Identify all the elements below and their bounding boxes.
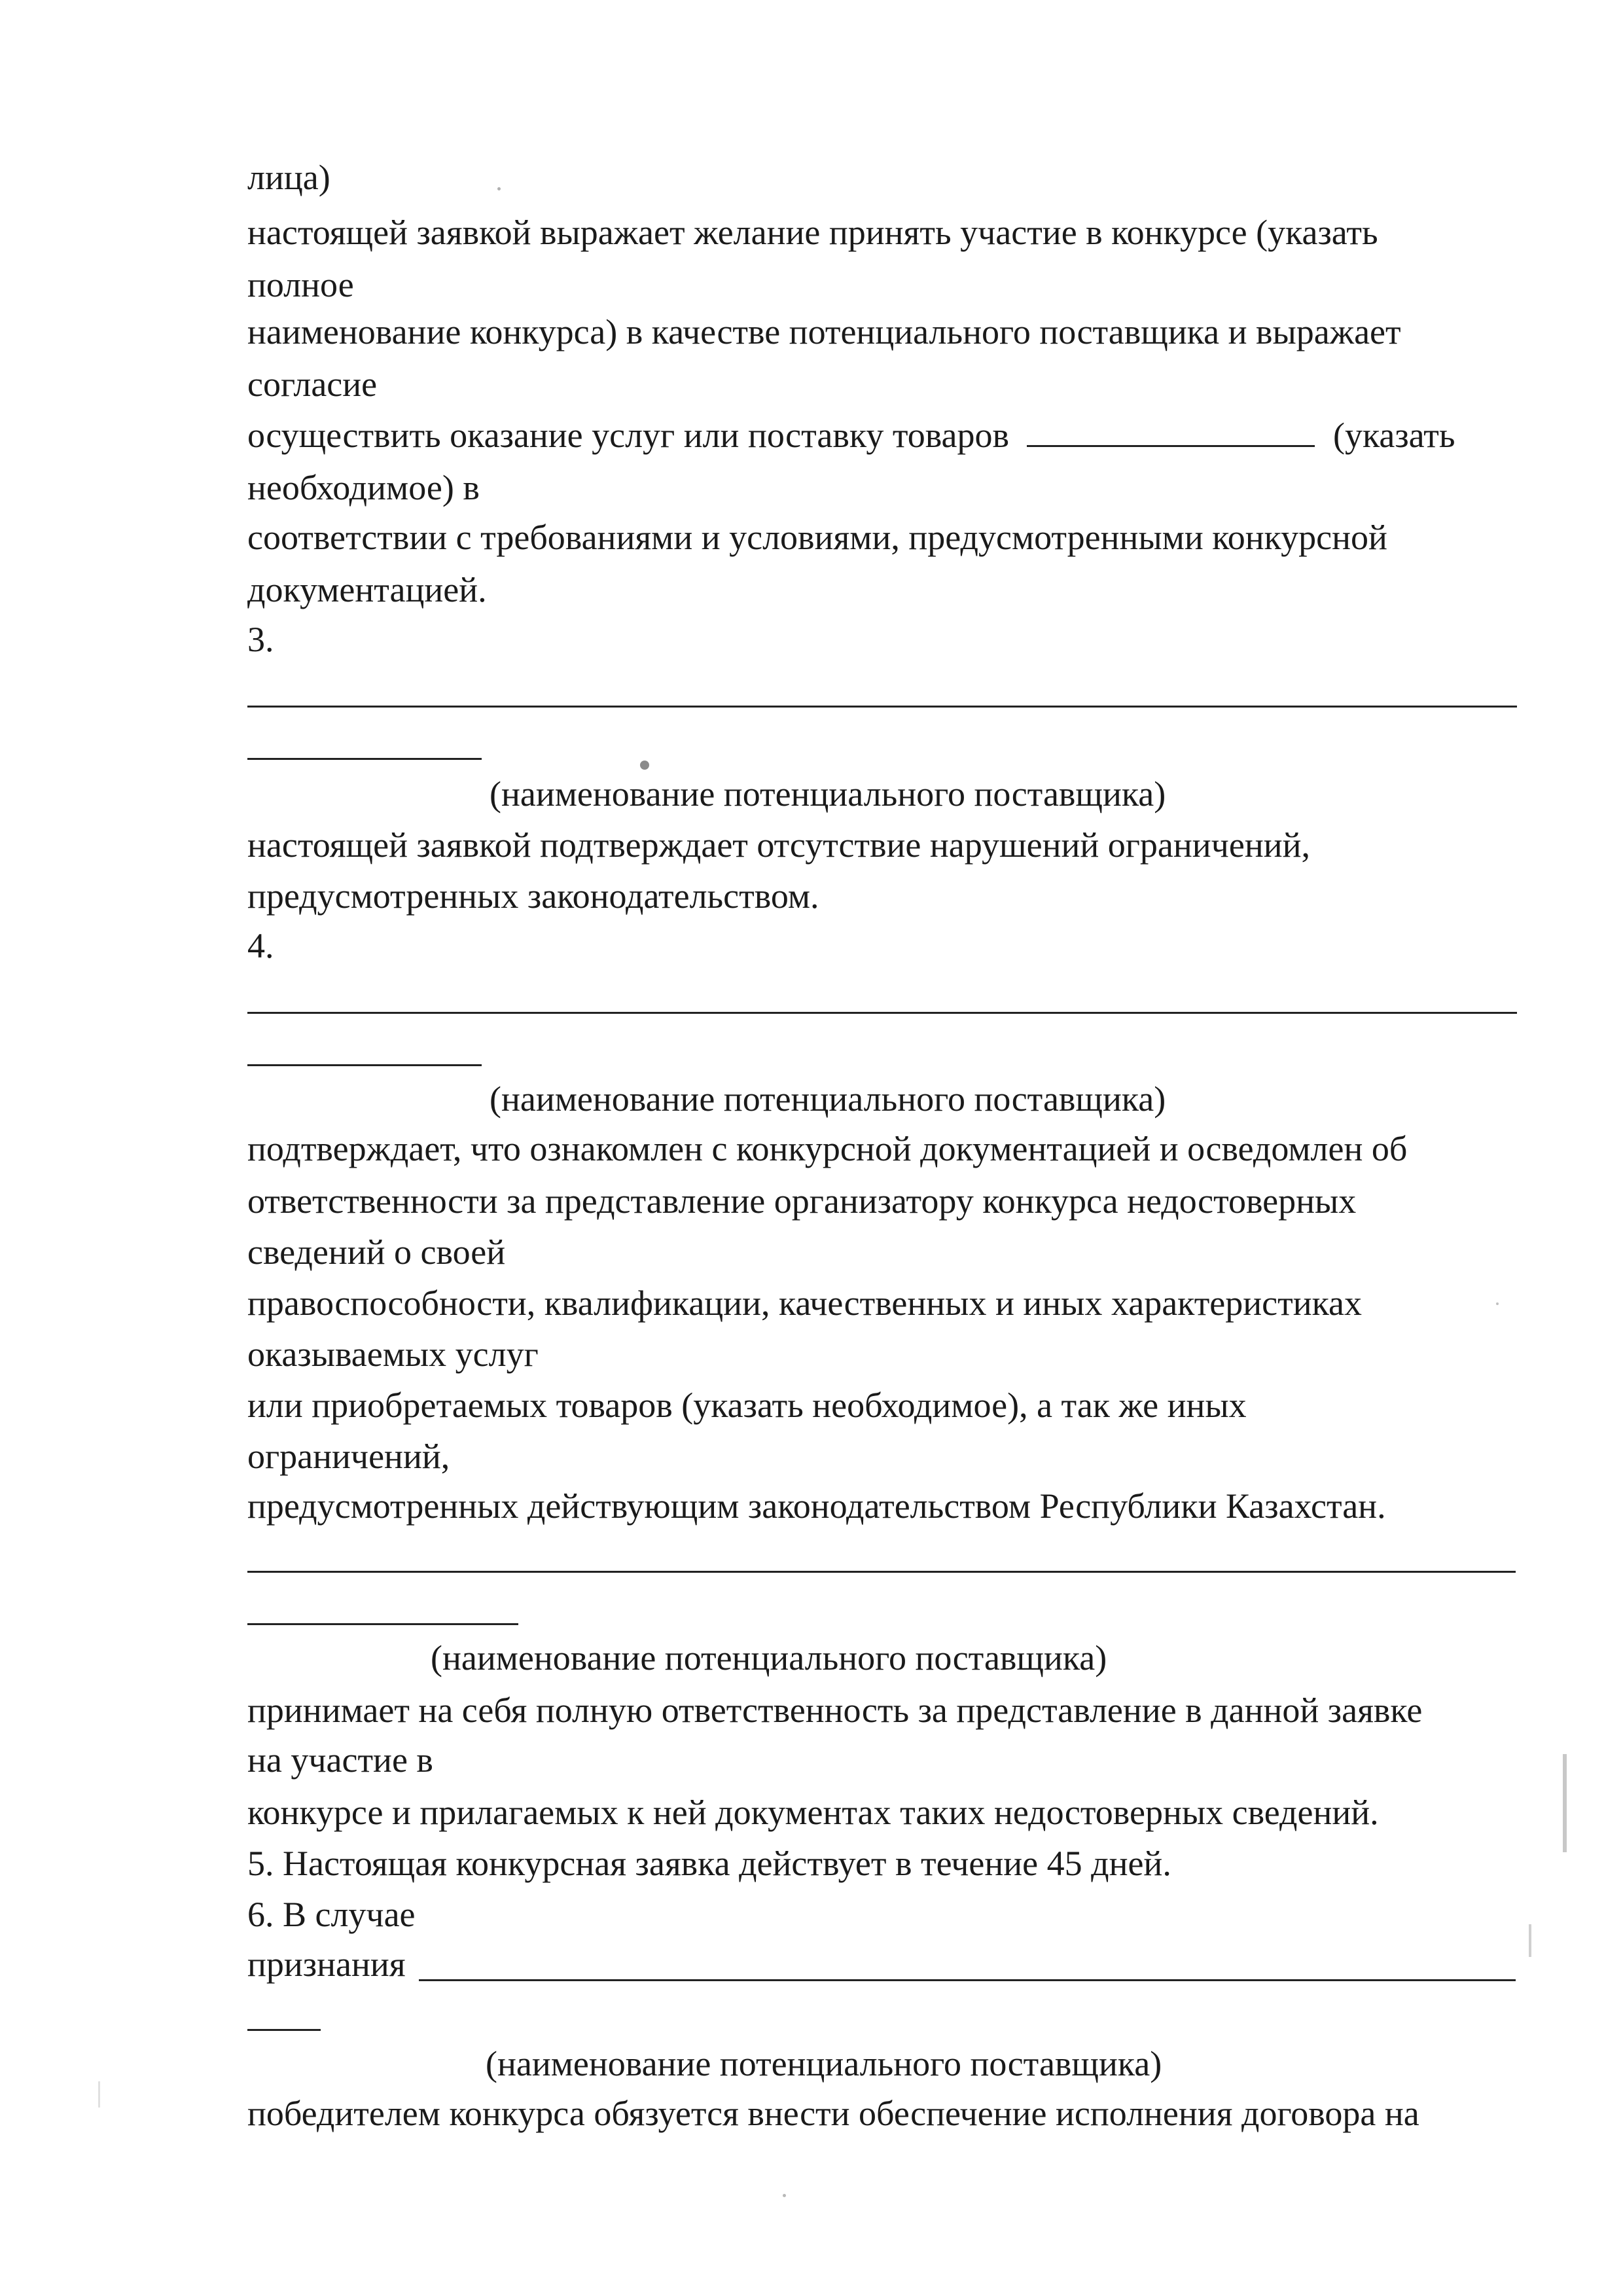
text-line: настоящей заявкой подтверждает отсутствие нарушений ограничений, xyxy=(247,825,1311,865)
fill-in-rule xyxy=(247,706,1517,708)
blank-field xyxy=(1027,419,1315,447)
text-line: соответствии с требованиями и условиями, предусмотренными конкурсной xyxy=(247,518,1387,557)
fill-in-rule xyxy=(247,2029,321,2031)
fill-in-rule xyxy=(247,758,482,760)
text-line: оказываемых услуг xyxy=(247,1335,539,1374)
scan-edge-mark xyxy=(1529,1924,1531,1957)
text-line: необходимое) в xyxy=(247,468,480,507)
text-line: настоящей заявкой выражает желание принять участие в конкурсе (указать xyxy=(247,213,1378,252)
fill-in-rule xyxy=(419,1979,1516,1981)
text-line: предусмотренных законодательством. xyxy=(247,876,819,916)
scan-edge-mark xyxy=(98,2081,100,2108)
fill-in-rule xyxy=(247,1012,1517,1014)
text-line: победителем конкурса обязуется внести обеспечение исполнения договора на xyxy=(247,2094,1419,2133)
fill-in-rule xyxy=(247,1064,482,1066)
text-line: предусмотренных действующим законодательством Республики Казахстан. xyxy=(247,1486,1386,1526)
text-line: подтверждает, что ознакомлен с конкурсной документацией и осведомлен об xyxy=(247,1129,1408,1168)
text-segment: признания xyxy=(247,1945,406,1984)
field-caption: (наименование потенциального поставщика) xyxy=(431,1638,1107,1677)
text-line: 5. Настоящая конкурсная заявка действует в течение 45 дней. xyxy=(247,1844,1171,1883)
text-line-with-blank xyxy=(247,1943,406,1986)
scan-edge-mark xyxy=(1563,1754,1567,1852)
text-line: ответственности за представление организатору конкурса недостоверных xyxy=(247,1181,1357,1221)
text-segment: (указать xyxy=(1332,416,1455,455)
text-line: лица) xyxy=(247,158,330,197)
scan-speck xyxy=(1496,1302,1499,1305)
text-line: или приобретаемых товаров (указать необходимое), а так же иных xyxy=(247,1386,1247,1425)
text-line: документацией. xyxy=(247,570,487,609)
item-number: 3. xyxy=(247,620,274,659)
text-line: на участие в xyxy=(247,1740,433,1780)
text-line: сведений о своей xyxy=(247,1232,506,1272)
text-line: правоспособности, квалификации, качественных и иных характеристиках xyxy=(247,1283,1363,1323)
scan-speck xyxy=(497,187,501,190)
text-segment: осуществить оказание услуг или поставку товаров xyxy=(247,416,1009,455)
text-line: 6. В случае xyxy=(247,1895,416,1934)
field-caption: (наименование потенциального поставщика) xyxy=(490,1079,1166,1119)
scan-speck xyxy=(640,761,649,770)
item-number: 4. xyxy=(247,926,274,965)
text-line: принимает на себя полную ответственность за представление в данной заявке xyxy=(247,1691,1423,1730)
text-line-with-blank xyxy=(247,414,1455,457)
fill-in-rule xyxy=(247,1571,1516,1573)
text-line: согласие xyxy=(247,365,378,404)
text-line: ограничений, xyxy=(247,1437,450,1476)
text-line: полное xyxy=(247,265,354,304)
text-line: наименование конкурса) в качестве потенциального поставщика и выражает xyxy=(247,312,1401,351)
text-line: конкурсе и прилагаемых к ней документах таких недостоверных сведений. xyxy=(247,1793,1379,1832)
fill-in-rule xyxy=(247,1623,518,1625)
field-caption: (наименование потенциального поставщика) xyxy=(486,2044,1162,2083)
scan-speck xyxy=(783,2194,786,2197)
field-caption: (наименование потенциального поставщика) xyxy=(490,774,1166,814)
